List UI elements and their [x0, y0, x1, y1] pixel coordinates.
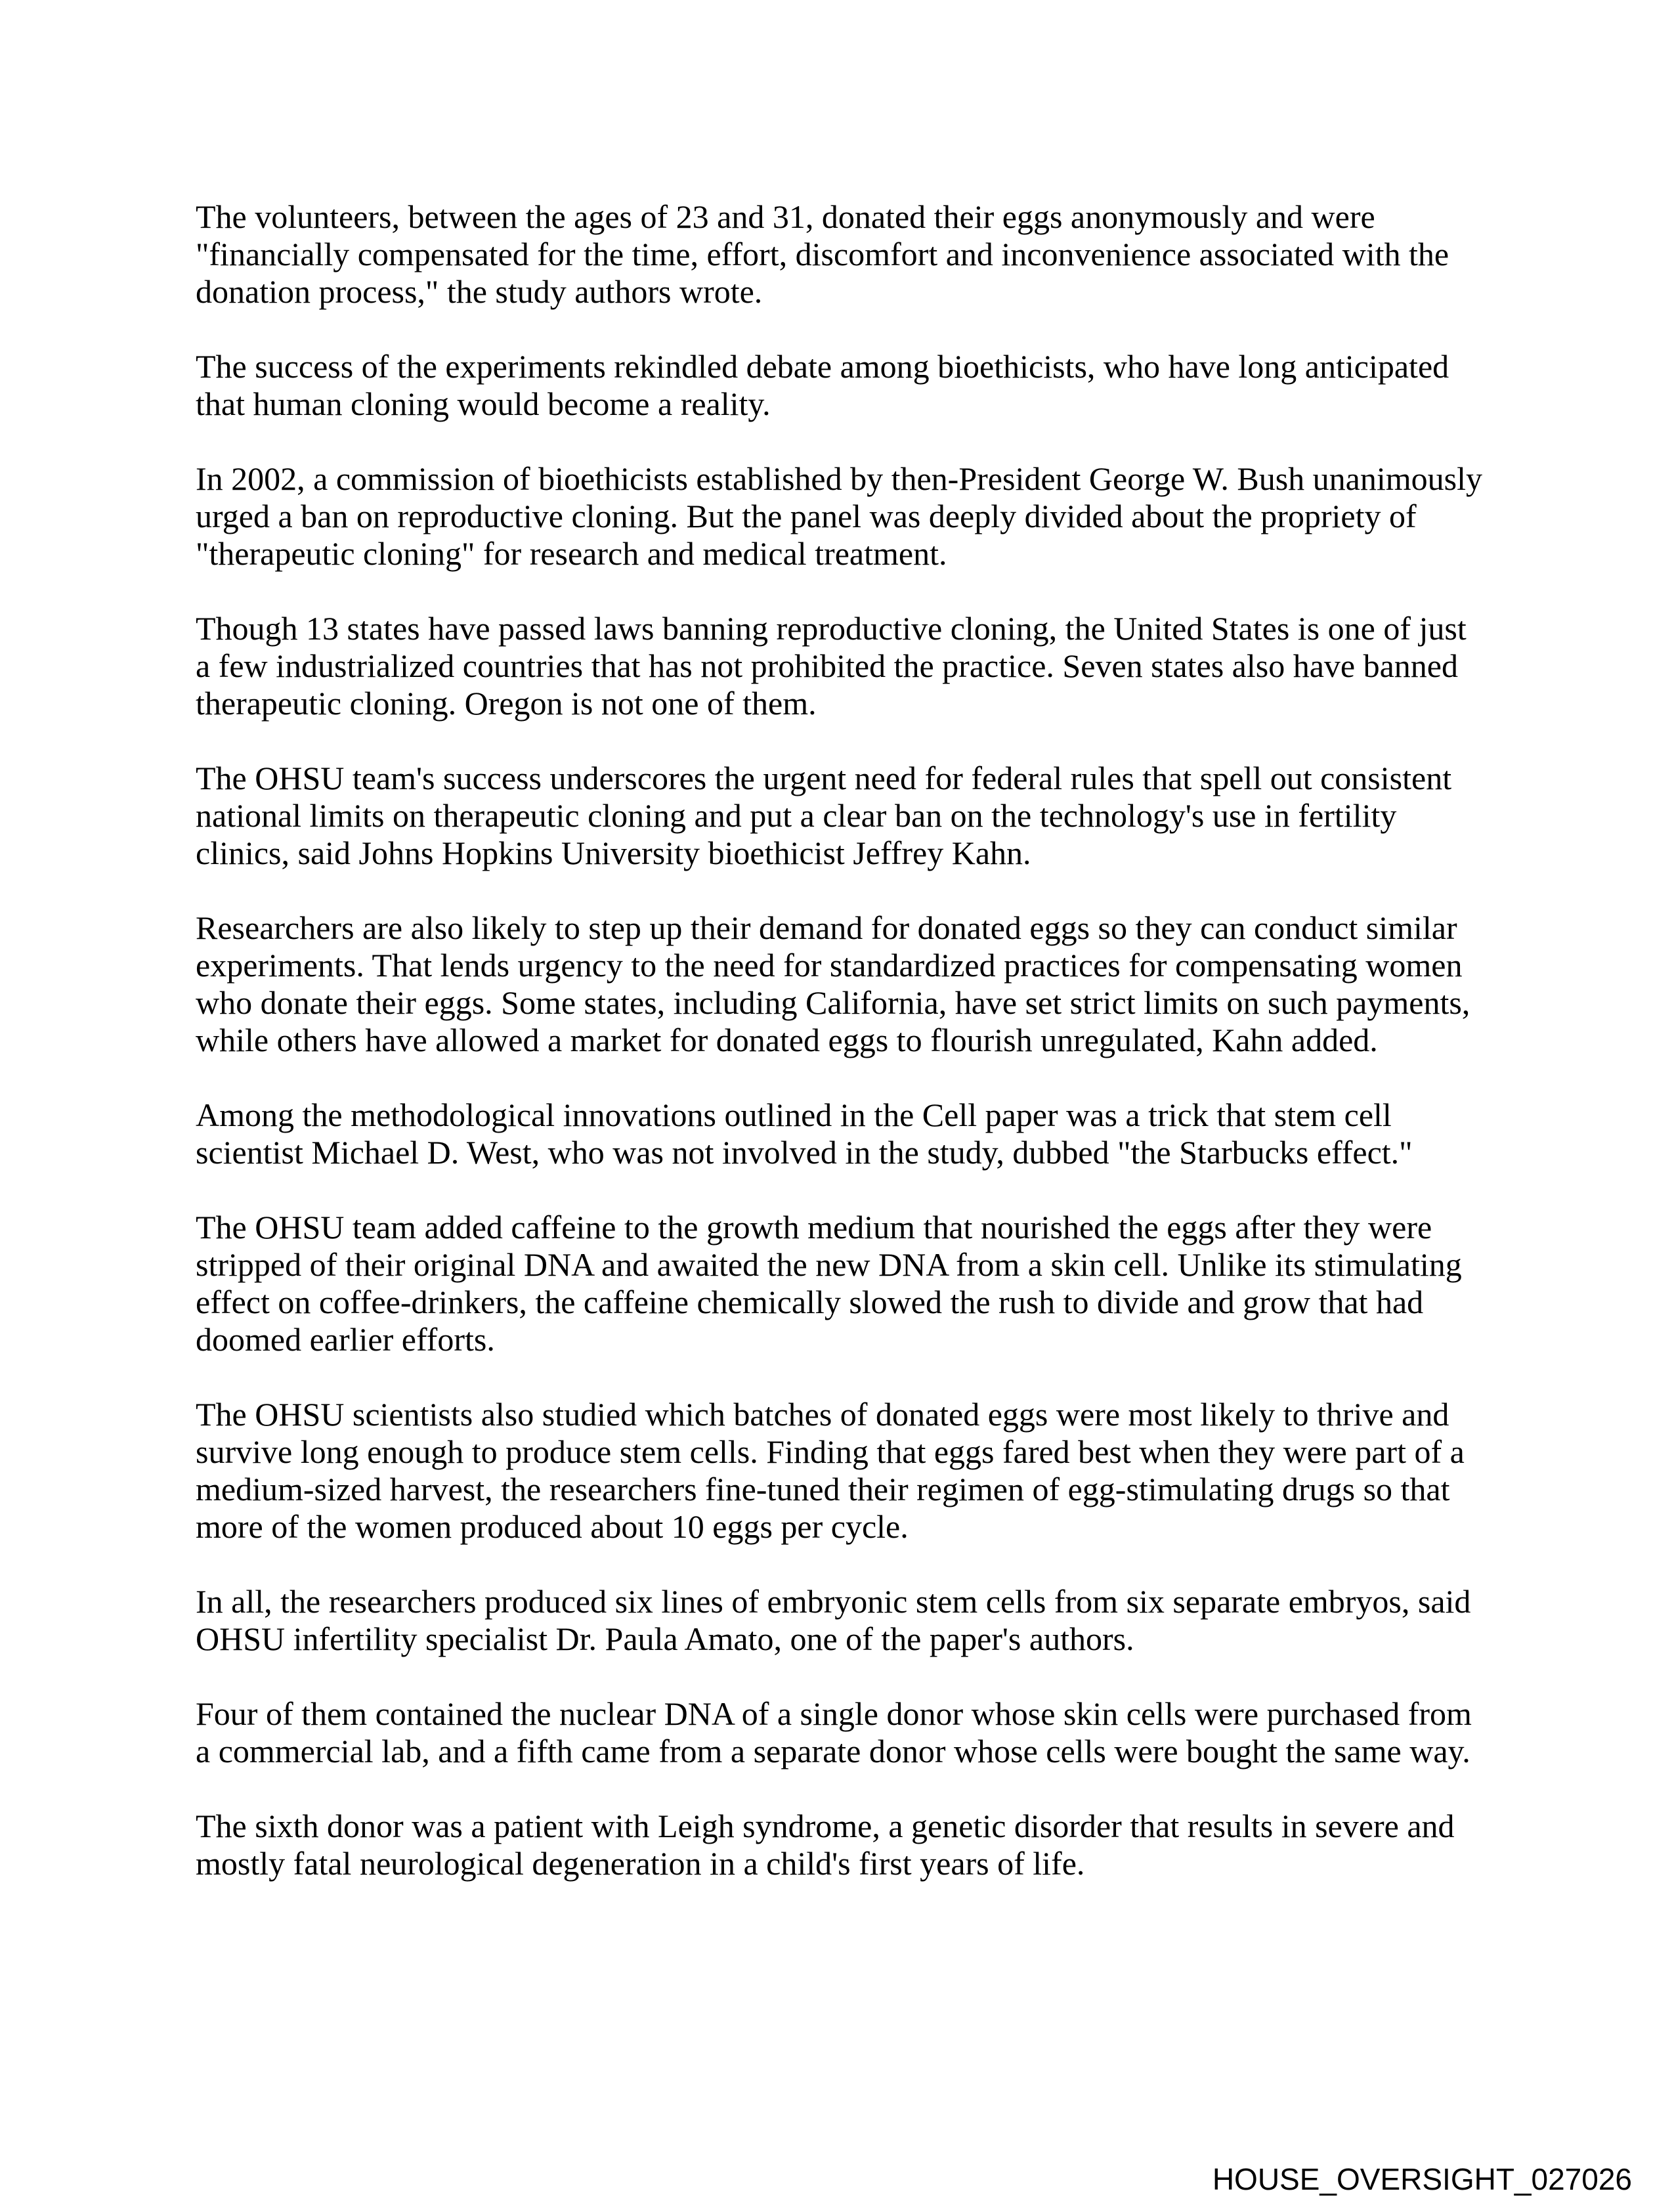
text-line: more of the women produced about 10 eggs per cycle.	[196, 1508, 909, 1545]
text-line: mostly fatal neurological degeneration in a child's first years of life.	[196, 1845, 1085, 1882]
text-line: stripped of their original DNA and awaited the new DNA from a skin cell. Unlike its stimulating	[196, 1246, 1462, 1283]
paragraph	[196, 1808, 1482, 1882]
document-body	[196, 198, 1482, 1920]
text-line: The success of the experiments rekindled debate among bioethicists, who have long anticipated	[196, 348, 1449, 385]
text-line: while others have allowed a market for donated eggs to flourish unregulated, Kahn added.	[196, 1022, 1378, 1058]
paragraph	[196, 760, 1482, 872]
text-line: therapeutic cloning. Oregon is not one of them.	[196, 685, 817, 722]
paragraph	[196, 909, 1482, 1059]
text-line: medium-sized harvest, the researchers fine-tuned their regimen of egg-stimulating drugs so that	[196, 1471, 1450, 1507]
text-line: The sixth donor was a patient with Leigh syndrome, a genetic disorder that results in severe and	[196, 1808, 1455, 1844]
text-line: donation process," the study authors wrote.	[196, 273, 763, 310]
text-line: clinics, said Johns Hopkins University bioethicist Jeffrey Kahn.	[196, 835, 1031, 871]
text-line: The OHSU team added caffeine to the growth medium that nourished the eggs after they were	[196, 1209, 1432, 1246]
text-line: urged a ban on reproductive cloning. But the panel was deeply divided about the propriety of	[196, 498, 1417, 534]
text-line: "financially compensated for the time, effort, discomfort and inconvenience associated with the	[196, 236, 1449, 272]
text-line: survive long enough to produce stem cells. Finding that eggs fared best when they were part of a	[196, 1433, 1465, 1470]
paragraph	[196, 1695, 1482, 1770]
text-line: a few industrialized countries that has not prohibited the practice. Seven states also have banned	[196, 647, 1458, 684]
text-line: that human cloning would become a reality.	[196, 385, 771, 422]
text-line: The volunteers, between the ages of 23 and 31, donated their eggs anonymously and were	[196, 198, 1375, 235]
text-line: The OHSU team's success underscores the urgent need for federal rules that spell out consistent	[196, 760, 1452, 796]
text-line: Researchers are also likely to step up their demand for donated eggs so they can conduct similar	[196, 909, 1457, 946]
text-line: a commercial lab, and a fifth came from a separate donor whose cells were bought the same way.	[196, 1733, 1470, 1769]
paragraph	[196, 1096, 1482, 1171]
text-line: In 2002, a commission of bioethicists established by then-President George W. Bush unanimously	[196, 460, 1482, 497]
text-line: The OHSU scientists also studied which batches of donated eggs were most likely to thrive and	[196, 1396, 1449, 1433]
text-line: Among the methodological innovations outlined in the Cell paper was a trick that stem cell	[196, 1096, 1392, 1133]
text-line: doomed earlier efforts.	[196, 1321, 495, 1358]
text-line: OHSU infertility specialist Dr. Paula Amato, one of the paper's authors.	[196, 1620, 1134, 1657]
text-line: Four of them contained the nuclear DNA of a single donor whose skin cells were purchased from	[196, 1695, 1472, 1732]
text-line: national limits on therapeutic cloning and put a clear ban on the technology's use in fertility	[196, 797, 1397, 834]
paragraph	[196, 460, 1482, 573]
paragraph	[196, 1583, 1482, 1658]
text-line: Though 13 states have passed laws banning reproductive cloning, the United States is one of just	[196, 610, 1467, 647]
text-line: In all, the researchers produced six lines of embryonic stem cells from six separate embryos, said	[196, 1583, 1471, 1620]
text-line: who donate their eggs. Some states, including California, have set strict limits on such payments,	[196, 984, 1470, 1021]
text-line: experiments. That lends urgency to the need for standardized practices for compensating women	[196, 947, 1463, 984]
paragraph	[196, 610, 1482, 722]
text-line: scientist Michael D. West, who was not involved in the study, dubbed "the Starbucks effect."	[196, 1134, 1413, 1171]
paragraph	[196, 348, 1482, 423]
bates-number: HOUSE_OVERSIGHT_027026	[1212, 2162, 1632, 2196]
text-line: "therapeutic cloning" for research and medical treatment.	[196, 535, 947, 572]
paragraph	[196, 1209, 1482, 1358]
paragraph	[196, 198, 1482, 311]
text-line: effect on coffee-drinkers, the caffeine chemically slowed the rush to divide and grow that had	[196, 1284, 1424, 1320]
paragraph	[196, 1396, 1482, 1546]
